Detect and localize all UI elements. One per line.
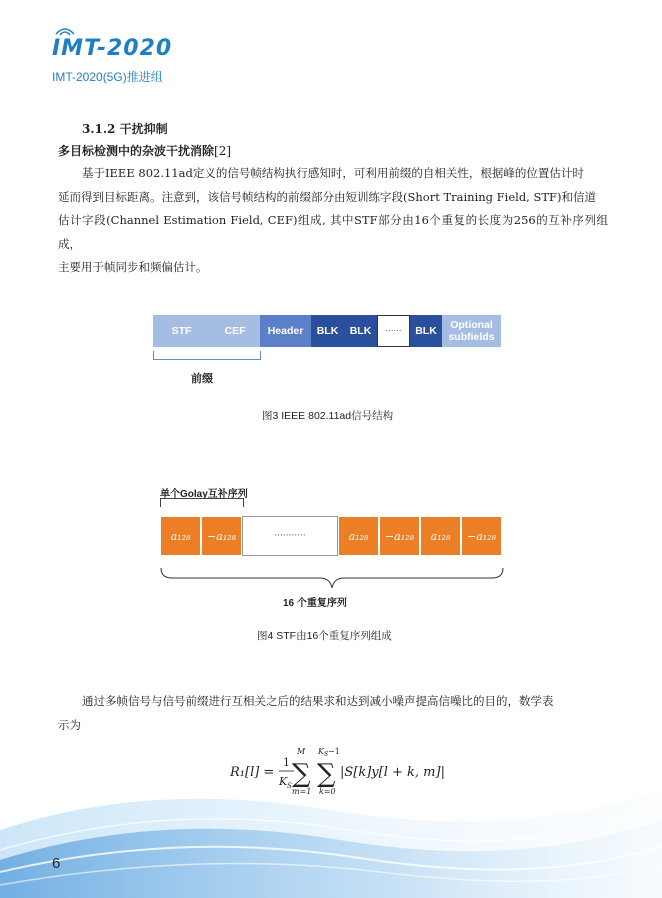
sequence-cell: −a₁₂₈ xyxy=(379,516,420,556)
repeat-brace xyxy=(160,566,504,594)
paragraph-1 xyxy=(58,162,608,280)
repeat-label: 16 个重复序列 xyxy=(283,598,347,609)
field-header: Header xyxy=(260,315,311,347)
frame-structure-diagram xyxy=(153,315,501,347)
field-blk: BLK xyxy=(410,315,442,347)
formula-frac-den-sub: S xyxy=(287,782,292,790)
golay-bracket xyxy=(160,498,244,507)
field-optional-subfields xyxy=(442,315,501,347)
sequence-cell: −a₁₂₈ xyxy=(201,516,242,556)
signal-icon xyxy=(54,24,76,36)
field-blk: BLK xyxy=(344,315,377,347)
sequence-cell: −a₁₂₈ xyxy=(461,516,502,556)
sum-symbol: ∑ xyxy=(317,759,336,789)
optional-line: subfields xyxy=(448,331,495,343)
formula-frac-den: K xyxy=(279,775,288,788)
sum2-bottom: k=0 xyxy=(319,787,336,796)
figure4-caption: 图4 STF由16个重复序列组成 xyxy=(257,630,392,642)
paragraph-line: 基于IEEE 802.11ad定义的信号帧结构执行感知时，可利用前缀的自相关性，根据峰的位置估计时 xyxy=(82,166,584,180)
logo xyxy=(52,28,172,61)
formula-body: |S[k]y[l + k, m]| xyxy=(340,765,445,780)
field-ellipsis: ······ xyxy=(377,315,410,347)
section-title: 3.1.2 干扰抑制 xyxy=(82,122,168,136)
sum1-bottom: m=1 xyxy=(292,787,312,796)
decorative-waves xyxy=(0,760,662,898)
optional-line: Optional xyxy=(450,319,493,331)
prefix-label: 前缀 xyxy=(191,373,213,385)
subsection-title xyxy=(58,142,231,159)
formula-frac-num: 1 xyxy=(283,756,290,769)
paragraph-line: 估计字段(Channel Estimation Field, CEF)组成, 其中STF部分由16个重复的长度为256的互补序列组成， xyxy=(58,213,608,251)
formula-lhs: R₁[l] = xyxy=(230,765,275,780)
sum2-top-tail: −1 xyxy=(328,747,340,756)
sequence-cell: a₁₂₈ xyxy=(420,516,461,556)
header-subtitle: IMT-2020(5G)推进组 xyxy=(52,70,163,84)
paragraph-line: 延而得到目标距离。注意到，该信号帧结构的前缀部分由短训练字段(Short Training Field, STF)和信道 xyxy=(58,189,597,204)
logo-text: IMT-2020 xyxy=(52,36,173,61)
sum1-top: M xyxy=(297,747,306,756)
sum-symbol: ∑ xyxy=(292,759,311,789)
paragraph-line: 通过多帧信号与信号前缀进行互相关之后的结果求和达到减小噪声提高信噪比的目的，数学表 xyxy=(82,694,554,708)
paragraph-2 xyxy=(58,690,608,737)
field-cef: CEF xyxy=(210,315,260,347)
prefix-bracket xyxy=(153,351,261,360)
sum2-top: K xyxy=(318,747,324,756)
field-blk: BLK xyxy=(311,315,344,347)
subsection-title-text: 多目标检测中的杂波干扰消除 xyxy=(58,144,215,158)
paragraph-line: 主要用于帧同步和频偏估计。 xyxy=(58,260,208,274)
citation-ref: [2] xyxy=(214,144,232,158)
page-number: 6 xyxy=(52,855,61,872)
field-stf: STF xyxy=(153,315,210,347)
stf-sequence-diagram xyxy=(160,516,502,556)
sum2-top-sub: S xyxy=(324,751,329,758)
sequence-cell: a₁₂₈ xyxy=(338,516,379,556)
golay-label: 单个Golay互补序列 xyxy=(160,489,248,500)
paragraph-line: 示为 xyxy=(58,717,81,732)
sequence-cell: a₁₂₈ xyxy=(160,516,201,556)
figure3-caption: 图3 IEEE 802.11ad信号结构 xyxy=(262,410,394,422)
sequence-ellipsis: ··········· xyxy=(242,516,338,556)
